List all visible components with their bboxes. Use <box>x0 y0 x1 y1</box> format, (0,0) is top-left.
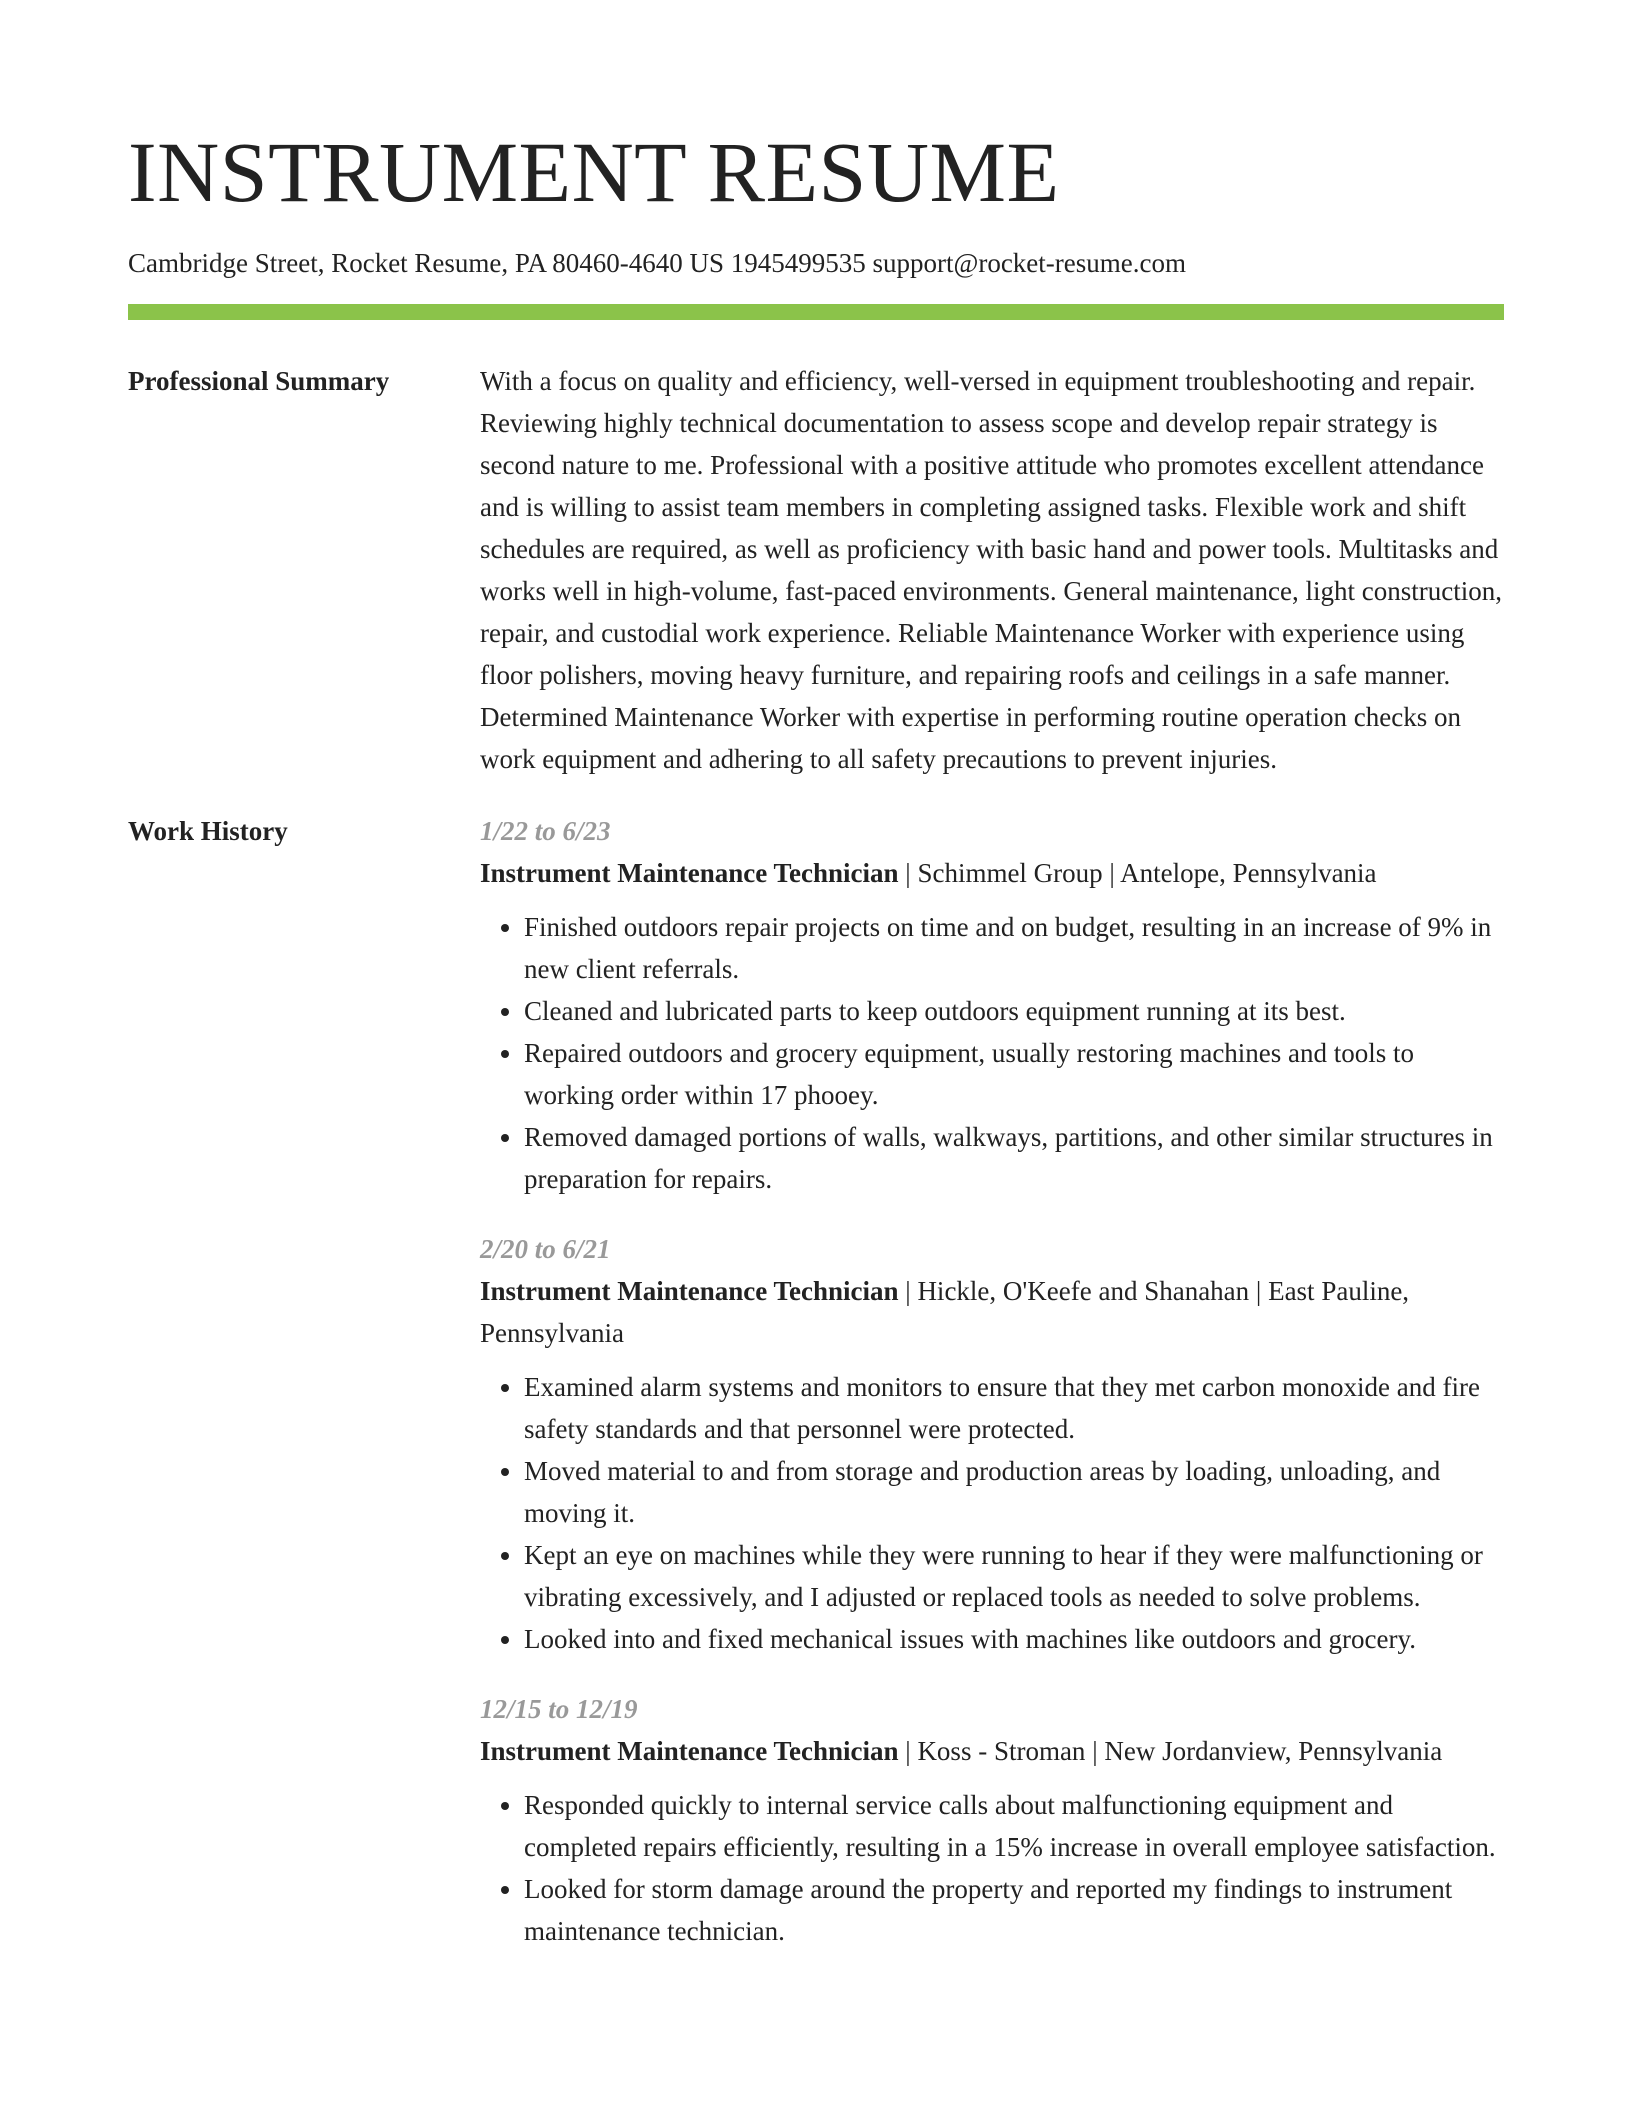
job-dates: 2/20 to 6/21 <box>480 1234 611 1264</box>
job-title: Instrument Maintenance Technician <box>480 1276 899 1306</box>
job-entry <box>480 810 1504 1200</box>
summary-text: With a focus on quality and efficiency, well-versed in equipment troubleshooting and repair. Reviewing highly technical documentation to assess scope and develop repair strategy is second nature to me. Professional with a positive attitude who promotes excellent attendance and is willing to assist team members in completing assigned tasks. Flexible work and shift schedules are required, as well as proficiency with basic hand and power tools. Multitasks and works well in high-volume, fast-paced environments. General maintenance, light construction, repair, and custodial work experience. Reliable Maintenance Worker with experience using floor polishers, moving heavy furniture, and repairing roofs and ceilings in a safe manner. Determined Maintenance Worker with expertise in performing routine operation checks on work equipment and adhering to all safety precautions to prevent injuries. <box>480 366 1502 774</box>
job-bullet: • Examined alarm systems and monitors to ensure that they met carbon monoxide and fire safety standards and that personnel were protected. <box>524 1366 1504 1450</box>
job-bullet: • Responded quickly to internal service calls about malfunctioning equipment and completed repairs efficiently, resulting in a 15% increase in overall employee satisfaction. <box>524 1784 1504 1868</box>
job-separator: | <box>898 1276 918 1306</box>
job-separator: | <box>898 1736 918 1766</box>
job-bullet: • Looked for storm damage around the property and reported my findings to instrument maintenance technician. <box>524 1868 1504 1952</box>
job-company: Schimmel Group <box>917 858 1103 888</box>
job-location: East Pauline, Pennsylvania <box>480 1276 1410 1348</box>
job-company: Koss - Stroman <box>917 1736 1086 1766</box>
job-entry <box>480 1228 1504 1660</box>
job-dates: 12/15 to 12/19 <box>480 1694 638 1724</box>
job-bullet: • Moved material to and from storage and production areas by loading, unloading, and moving it. <box>524 1450 1504 1534</box>
summary-body <box>480 360 1504 780</box>
resume-page <box>128 0 1504 1952</box>
job-title: Instrument Maintenance Technician <box>480 858 899 888</box>
job-bullet: • Removed damaged portions of walls, walkways, partitions, and other similar structures in preparation for repairs. <box>524 1116 1504 1200</box>
contact-line: Cambridge Street, Rocket Resume, PA 80460-4640 US 1945499535 support@rocket-resume.com <box>128 248 1186 278</box>
job-bullet: • Finished outdoors repair projects on time and on budget, resulting in an increase of 9% in new client referrals. <box>524 906 1504 990</box>
job-location: New Jordanview, Pennsylvania <box>1104 1736 1443 1766</box>
section-title-work-history: Work History <box>128 816 288 846</box>
job-bullet: • Cleaned and lubricated parts to keep outdoors equipment running at its best. <box>524 990 1504 1032</box>
job-dates: 1/22 to 6/23 <box>480 816 611 846</box>
job-separator: | <box>1102 858 1121 888</box>
section-title-summary: Professional Summary <box>128 366 390 396</box>
professional-summary-section <box>128 360 1504 780</box>
job-heading <box>480 1730 1504 1772</box>
resume-name: INSTRUMENT RESUME <box>128 124 1060 220</box>
job-title: Instrument Maintenance Technician <box>480 1736 899 1766</box>
job-separator: | <box>1249 1276 1269 1306</box>
job-bullet: • Looked into and fixed mechanical issues with machines like outdoors and grocery. <box>524 1618 1504 1660</box>
job-separator: | <box>1085 1736 1105 1766</box>
job-heading <box>480 1270 1504 1354</box>
job-separator: | <box>898 858 918 888</box>
job-heading <box>480 852 1504 894</box>
work-history-body <box>480 810 1504 1952</box>
job-entry <box>480 1688 1504 1952</box>
job-bullet: • Kept an eye on machines while they were running to hear if they were malfunctioning or vibrating excessively, and I adjusted or replaced tools as needed to solve problems. <box>524 1534 1504 1618</box>
job-company: Hickle, O'Keefe and Shanahan <box>917 1276 1250 1306</box>
job-bullets <box>480 1366 1504 1660</box>
job-bullets <box>480 906 1504 1200</box>
header-accent-rule <box>128 304 1504 320</box>
job-bullets <box>480 1784 1504 1952</box>
job-location: Antelope, Pennsylvania <box>1120 858 1377 888</box>
job-bullet: • Repaired outdoors and grocery equipment, usually restoring machines and tools to working order within 17 phooey. <box>524 1032 1504 1116</box>
work-history-section <box>128 810 1504 1952</box>
